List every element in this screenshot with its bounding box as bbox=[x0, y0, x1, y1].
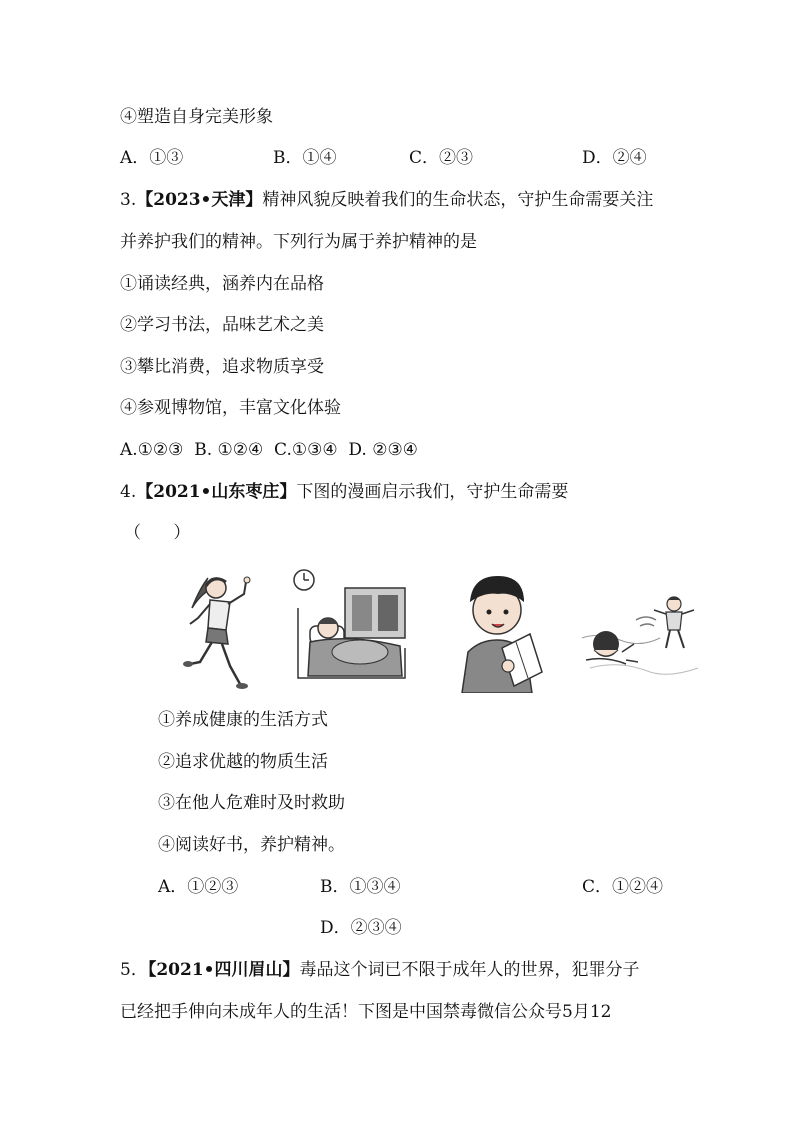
q2-option-b: B．①④ bbox=[273, 148, 337, 168]
q3-item-4: ④参观博物馆，丰富文化体验 bbox=[120, 398, 341, 418]
q4-item-1: ①养成健康的生活方式 bbox=[158, 710, 328, 730]
q4-stem bbox=[120, 480, 568, 504]
boy-reading-illustration bbox=[450, 568, 550, 693]
q5-stem-line-2: 已经把手伸向未成年人的生活！下图是中国禁毒微信公众号5月12 bbox=[120, 1002, 612, 1022]
q4-number: 4. bbox=[120, 482, 137, 502]
q3-options: A.①②③ B. ①②④ C.①③④ D. ②③④ bbox=[120, 440, 418, 460]
q4-source: 【2021•山东枣庄】 bbox=[136, 482, 297, 502]
sleeping-boy-illustration bbox=[290, 568, 410, 693]
q3-item-1: ①诵读经典，涵养内在品格 bbox=[120, 274, 324, 294]
q5-source: 【2021•四川眉山】 bbox=[147, 960, 300, 980]
q3-item-2: ②学习书法，品味艺术之美 bbox=[120, 315, 324, 335]
q4-stem-text: 下图的漫画启示我们，守护生命需要 bbox=[296, 482, 569, 502]
q3-number: 3. bbox=[120, 190, 137, 210]
q4-item-2: ②追求优越的物质生活 bbox=[158, 752, 328, 772]
q3-source: 【2023•天津】 bbox=[136, 190, 263, 210]
q2-option-a: A．①③ bbox=[120, 148, 184, 168]
q4-option-d: D．②③④ bbox=[320, 918, 402, 938]
q4-answer-blank: （ ） bbox=[124, 523, 191, 543]
q2-option-c: C．②③ bbox=[409, 148, 474, 168]
q2-option-d: D．②④ bbox=[582, 148, 647, 168]
q4-option-a: A．①②③ bbox=[158, 877, 239, 897]
q5-number: 5． bbox=[120, 960, 148, 980]
q3-stem-text-1: 精神风貌反映着我们的生命状态，守护生命需要关注 bbox=[262, 190, 654, 210]
clock-icon bbox=[294, 570, 314, 590]
q4-option-b: B．①③④ bbox=[320, 877, 401, 897]
q3-stem-line-1 bbox=[120, 188, 653, 212]
q3-item-3: ③攀比消费，追求物质享受 bbox=[120, 357, 324, 377]
q4-item-4: ④阅读好书，养护精神。 bbox=[158, 835, 345, 855]
q4-cartoon-figure bbox=[160, 568, 700, 693]
q5-stem-line-1 bbox=[120, 958, 640, 982]
q4-option-c: C．①②④ bbox=[582, 877, 664, 897]
q2-item-4: ④塑造自身完美形象 bbox=[120, 107, 273, 127]
q5-stem-text-1: 毒品这个词已不限于成年人的世界，犯罪分子 bbox=[299, 960, 640, 980]
q3-stem-line-2: 并养护我们的精神。下列行为属于养护精神的是 bbox=[120, 232, 477, 252]
rescue-illustration bbox=[580, 568, 700, 693]
running-girl-illustration bbox=[170, 568, 270, 693]
q4-item-3: ③在他人危难时及时救助 bbox=[158, 793, 345, 813]
